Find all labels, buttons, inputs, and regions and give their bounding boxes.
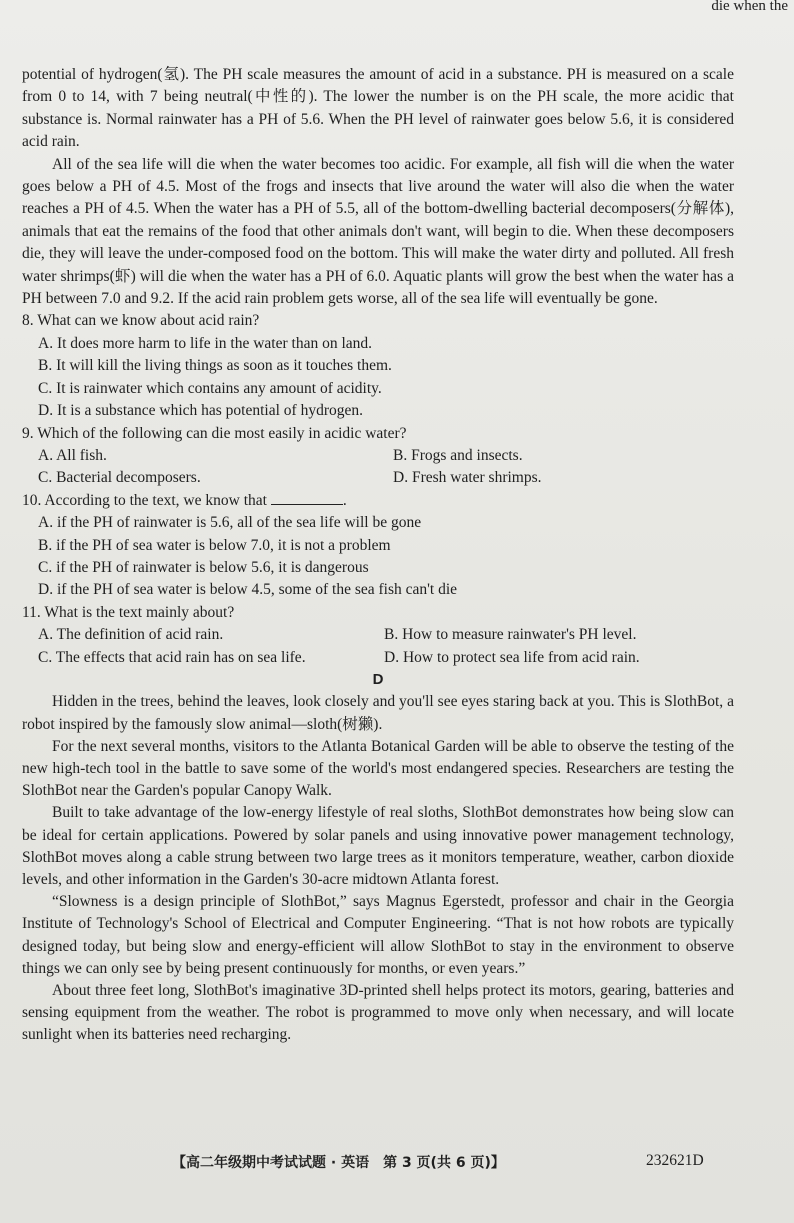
- answer-blank: [271, 490, 343, 505]
- option-d: D. It is a substance which has potential of hydrogen.: [38, 402, 363, 420]
- option-a: A. if the PH of rainwater is 5.6, all of the sea life will be gone: [38, 514, 422, 532]
- option-d: D. How to protect sea life from acid rain.: [384, 648, 640, 666]
- passage-d-paragraph: Hidden in the trees, behind the leaves, look closely and you'll see eyes staring back at you. This is SlothBot, a robot inspired by the famously slow animal—sloth(树獭).: [22, 693, 734, 733]
- option-c: C. It is rainwater which contains any amount of acidity.: [38, 379, 382, 397]
- option-row: [22, 467, 734, 489]
- passage-d-paragraph: For the next several months, visitors to the Atlanta Botanical Garden will be able to observe the testing of the new high-tech tool in the battle to save some of the world's most endangered species. Researchers are testing the SlothBot near the Garden's popular Canopy Walk.: [22, 737, 734, 800]
- option-b: B. It will kill the living things as soon as it touches them.: [38, 357, 392, 375]
- option-a: A. The definition of acid rain.: [38, 626, 224, 644]
- question-stem: 9. Which of the following can die most easily in acidic water?: [22, 424, 407, 442]
- page-footer: [0, 1152, 794, 1176]
- option-c: C. if the PH of rainwater is below 5.6, it is dangerous: [38, 558, 369, 576]
- option-a: A. All fish.: [38, 446, 107, 464]
- question-stem: 11. What is the text mainly about?: [22, 603, 235, 621]
- option-row: [22, 624, 734, 646]
- option-a: A. It does more harm to life in the water than on land.: [38, 334, 373, 352]
- option-c: C. The effects that acid rain has on sea life.: [38, 648, 306, 666]
- option-b: B. Frogs and insects.: [393, 446, 523, 464]
- question-stem: [22, 490, 734, 512]
- question-stem-end: .: [342, 491, 347, 509]
- passage-d-paragraph: Built to take advantage of the low-energy lifestyle of real sloths, SlothBot demonstrates how being slow can be ideal for certain applications. Powered by solar panels and using innovative power management technology, SlothBot moves along a cable strung between two large trees as it monitors temperature, weather, carbon dioxide levels, and other information in the Garden's 30-acre midtown Atlanta forest.: [22, 804, 734, 888]
- question-9: [22, 423, 734, 490]
- option-row: [22, 647, 734, 669]
- option-row: [22, 445, 734, 467]
- question-8: [22, 310, 734, 422]
- question-11: [22, 602, 734, 669]
- question-stem-text: 10. According to the text, we know that: [22, 491, 267, 509]
- previous-page-fragment: die when the: [711, 0, 788, 14]
- footer-title: 【高二年级期中考试试题 · 英语 第 3 页(共 6 页)】: [172, 1155, 505, 1171]
- option-d: D. if the PH of sea water is below 4.5, some of the sea fish can't die: [38, 581, 458, 599]
- passage-c-paragraph: potential of hydrogen(氢). The PH scale measures the amount of acid in a substance. PH is measured on a scale from 0 to 14, with 7 being neutral(中性的). The lower the number is on the PH scale, the more acidic that substance is. Normal rainwater has a PH of 5.6. When the PH level of rainwater goes below 5.6, it is considered acid rain.: [22, 66, 734, 151]
- passage-c-paragraph: All of the sea life will die when the water becomes too acidic. For example, all fish will die when the water goes below a PH of 4.5. Most of the frogs and insects that live around the water will also die when the water reaches a PH of 4.5. When the water has a PH of 5.5, all of the bottom-dwelling bacterial decomposers(分解体), animals that eat the remains of the food that other animals don't want, will begin to die. When these decomposers die, they will leave the under-composed food on the bottom. This will make the water dirty and polluted. All fresh water shrimps(虾) will die when the water has a PH of 6.0. Aquatic plants will grow the best when the water has a PH between 7.0 and 9.2. If the acid rain problem gets worse, all of the sea life will eventually be gone.: [22, 155, 734, 308]
- page-content: [22, 64, 734, 1047]
- option-b: B. How to measure rainwater's PH level.: [384, 626, 637, 644]
- question-10: [22, 490, 734, 602]
- option-b: B. if the PH of sea water is below 7.0, it is not a problem: [38, 536, 391, 554]
- paper-code: 232621D: [646, 1152, 704, 1169]
- passage-d-paragraph: “Slowness is a design principle of SlothBot,” says Magnus Egerstedt, professor and chair in the Georgia Institute of Technology's School of Electrical and Computer Engineering. “That is not how robots are typically designed today, but being slow and energy-efficient will allow SlothBot to stay in the environment to observe things we can only see by being present continuously for months, or even years.”: [22, 893, 734, 977]
- option-d: D. Fresh water shrimps.: [393, 469, 542, 487]
- section-heading-d: D: [372, 670, 384, 688]
- option-c: C. Bacterial decomposers.: [38, 469, 201, 487]
- question-stem: 8. What can we know about acid rain?: [22, 312, 260, 330]
- passage-d-paragraph: About three feet long, SlothBot's imaginative 3D-printed shell helps protect its motors, gearing, batteries and sensing equipment from the weather. The robot is programmed to move only when necessary, and will locate sunlight when its batteries need recharging.: [22, 982, 734, 1044]
